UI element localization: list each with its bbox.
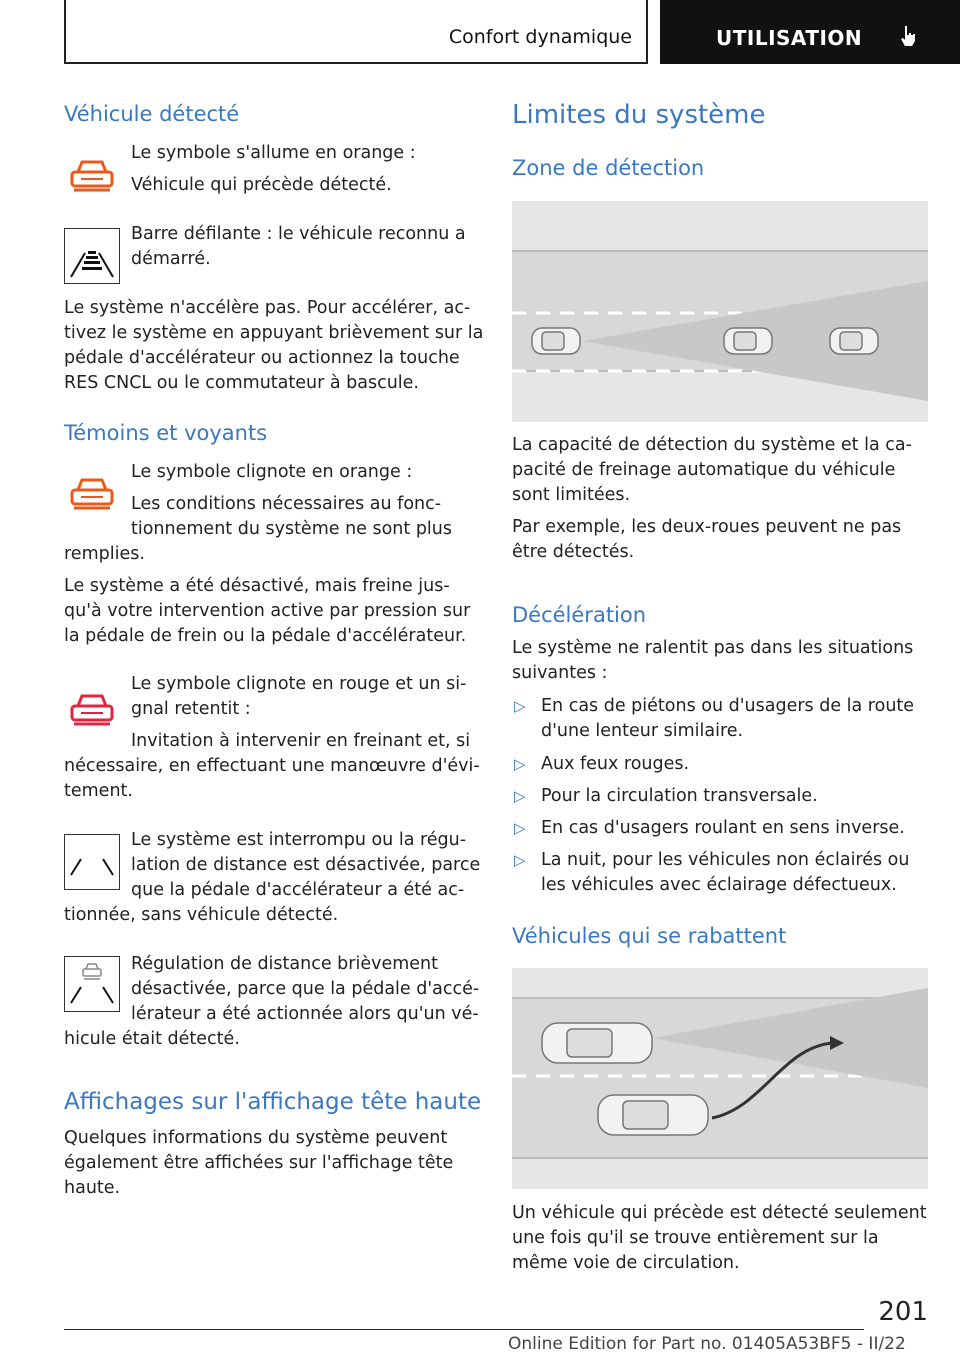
text: Le système ne ralentit pas dans les situations <box>512 638 914 658</box>
header-section-box <box>64 0 648 64</box>
edition-note: Online Edition for Part no. 01405A53BF5 - II/22 <box>508 1334 906 1354</box>
detection-zone-figure <box>512 201 928 422</box>
text: également être affichées sur l'affichage tête <box>64 1153 454 1173</box>
text: qu'à votre intervention active par pression sur <box>64 601 471 621</box>
text: sont limitées. <box>512 485 631 505</box>
text: tement. <box>64 781 133 801</box>
list-item: les véhicules avec éclairage défectueux. <box>541 875 897 895</box>
text: tivez le système en appuyant brièvement sur la <box>64 323 484 343</box>
start-bar-icon <box>64 228 120 284</box>
text: RES CNCL ou le commutateur à bascule. <box>64 373 419 393</box>
car-own <box>532 328 580 354</box>
text: Le système a été désactivé, mais freine jus- <box>64 576 450 596</box>
text: Véhicule qui précède détecté. <box>131 175 392 195</box>
text: nécessaire, en effectuant une manœuvre d'évi- <box>64 756 480 776</box>
car-cutting-in <box>598 1095 708 1135</box>
text: La capacité de détection du système et la ca- <box>512 435 912 455</box>
text: Par exemple, les deux-roues peuvent ne pas <box>512 517 902 537</box>
text: Le système n'accélère pas. Pour accélérer, ac- <box>64 298 471 318</box>
header-chapter-title: UTILISATION <box>716 26 863 50</box>
bullet-icon: ▷ <box>514 851 526 869</box>
list-item: La nuit, pour les véhicules non éclairés ou <box>541 850 910 870</box>
car-orange-icon <box>64 150 120 206</box>
text: remplies. <box>64 544 145 564</box>
car-ahead-1 <box>724 328 772 354</box>
text: pacité de freinage automatique du véhicule <box>512 460 896 480</box>
header-section-title: Confort dynamique <box>448 26 632 48</box>
lanes-car-icon <box>64 956 120 1012</box>
heading-affichages: Affichages sur l'affichage tête haute <box>64 1089 482 1115</box>
text: démarré. <box>131 249 211 269</box>
heading-vehicule-detecte: Véhicule détecté <box>64 102 240 126</box>
list-item: d'une lenteur similaire. <box>541 721 744 741</box>
text: Le système est interrompu ou la régu- <box>131 830 467 850</box>
bullet-icon: ▷ <box>514 697 526 715</box>
text: suivantes : <box>512 663 608 683</box>
text: Les conditions nécessaires au fonc- <box>131 494 442 514</box>
bullet-icon: ▷ <box>514 787 526 805</box>
list-item: Pour la circulation transversale. <box>541 786 818 806</box>
text: désactivée, parce que la pédale d'accé- <box>131 979 480 999</box>
text: pédale d'accélérateur ou actionnez la touche <box>64 348 460 368</box>
car-own <box>542 1023 652 1063</box>
heading-zone-detection: Zone de détection <box>512 156 705 180</box>
heading-deceleration: Décélération <box>512 603 647 627</box>
text: la pédale de frein ou la pédale d'accélérateur. <box>64 626 467 646</box>
text: tionnement du système ne sont plus <box>131 519 453 539</box>
bullet-icon: ▷ <box>514 755 526 773</box>
list-item: En cas d'usagers roulant en sens inverse. <box>541 818 905 838</box>
text: Le symbole s'allume en orange : <box>131 143 416 163</box>
heading-limites: Limites du système <box>512 100 766 130</box>
text: hicule était détecté. <box>64 1029 240 1049</box>
heading-temoins: Témoins et voyants <box>64 421 268 445</box>
text: Un véhicule qui précède est détecté seulement <box>512 1203 927 1223</box>
heading-vehicules-rabattent: Véhicules qui se rabattent <box>512 924 787 948</box>
car-orange-icon <box>64 468 120 524</box>
bullet-icon: ▷ <box>514 819 526 837</box>
text: lation de distance est désactivée, parce <box>131 855 481 875</box>
lanes-icon <box>64 834 120 890</box>
cut-in-figure <box>512 968 928 1189</box>
car-ahead-2 <box>830 328 878 354</box>
text: Le symbole clignote en orange : <box>131 462 413 482</box>
text: Invitation à intervenir en freinant et, si <box>131 731 471 751</box>
footer-divider <box>64 1329 864 1330</box>
text: être détectés. <box>512 542 635 562</box>
text: haute. <box>64 1178 121 1198</box>
text: Barre défilante : le véhicule reconnu a <box>131 224 466 244</box>
page-number: 201 <box>878 1297 928 1327</box>
text: gnal retentit : <box>131 699 251 719</box>
text: Régulation de distance brièvement <box>131 954 438 974</box>
list-item: Aux feux rouges. <box>541 754 690 774</box>
header-chapter-box <box>660 0 960 64</box>
text: une fois qu'il se trouve entièrement sur la <box>512 1228 879 1248</box>
text: que la pédale d'accélérateur a été ac- <box>131 880 465 900</box>
list-item: En cas de piétons ou d'usagers de la route <box>541 696 915 716</box>
car-red-icon <box>64 684 120 740</box>
text: Quelques informations du système peuvent <box>64 1128 448 1148</box>
hand-pointer-icon <box>896 24 920 48</box>
text: lérateur a été actionnée alors qu'un vé- <box>131 1004 479 1024</box>
text: Le symbole clignote en rouge et un si- <box>131 674 467 694</box>
text: même voie de circulation. <box>512 1253 740 1273</box>
text: tionnée, sans véhicule détecté. <box>64 905 339 925</box>
